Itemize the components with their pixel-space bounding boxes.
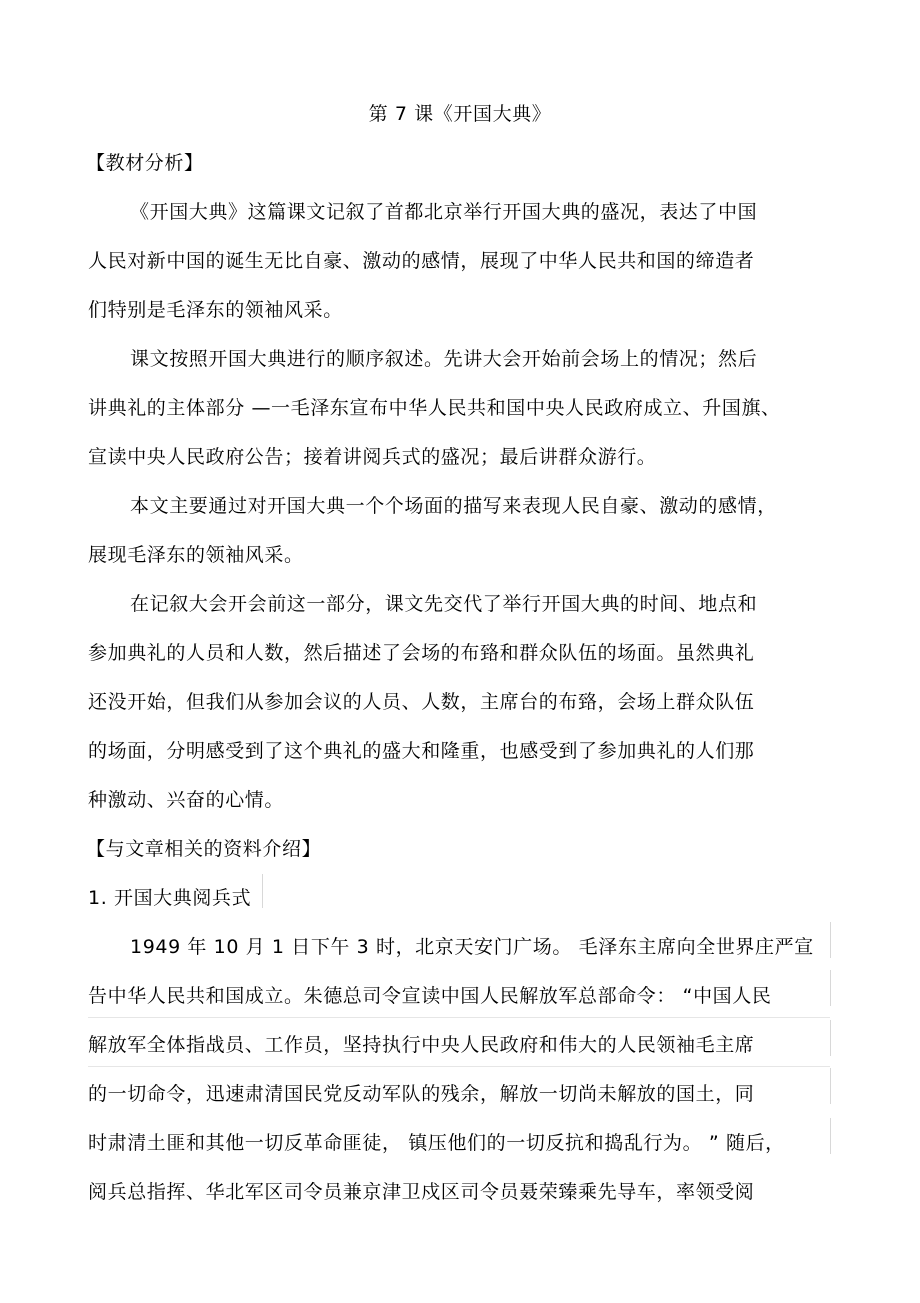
section-heading-materials: 【与文章相关的资料介绍】 (86, 838, 322, 860)
paragraph-line: 《开国大典》这篇课文记叙了首都北京举行开国大典的盛况，表达了中国 (130, 201, 758, 223)
paragraph-line: 人民对新中国的诞生无比自豪、激动的感情，展现了中华人民共和国的缔造者 (88, 250, 755, 272)
paragraph-line: 在记叙大会开会前这一部分，课文先交代了举行开国大典的时间、地点和 (130, 593, 758, 615)
paragraph-line: 宣读中央人民政府公告；接着讲阅兵式的盛况；最后讲群众游行。 (88, 446, 657, 468)
text-box-divider (88, 1066, 830, 1067)
text-box-divider (830, 1020, 831, 1056)
paragraph-line: 阅兵总指挥、华北军区司令员兼京津卫戍区司令员聂荣臻乘先导车，率领受阅 (88, 1181, 755, 1203)
paragraph-line: 讲典礼的主体部分 —一毛泽东宣布中华人民共和国中央人民政府成立、升国旗、 (88, 397, 781, 419)
text-box-divider (262, 874, 263, 908)
paragraph-line: 的一切命令，迅速肃清国民党反动军队的残余，解放一切尚未解放的国土，同 (88, 1083, 755, 1105)
paragraph-line: 课文按照开国大典进行的顺序叙述。先讲大会开始前会场上的情况；然后 (130, 348, 758, 370)
section-heading-analysis: 【教材分析】 (86, 152, 204, 174)
paragraph-line: 本文主要通过对开国大典一个个场面的描写来表现人民自豪、激动的感情， (130, 495, 777, 517)
paragraph-line: 参加典礼的人员和人数，然后描述了会场的布臵和群众队伍的场面。虽然典礼 (88, 642, 755, 664)
paragraph-line: 时肃清土匪和其他一切反革命匪徒， 镇压他们的一切反抗和捣乱行为。 ” 随后， (88, 1132, 785, 1154)
paragraph-line: 1949 年 10 月 1 日下午 3 时，北京天安门广场。 毛泽东主席向全世界庄严宣 (130, 936, 814, 958)
text-box-divider (830, 922, 831, 958)
text-box-divider (830, 970, 831, 1006)
subsection-title: 1. 开国大典阅兵式 (88, 887, 252, 909)
paragraph-line: 的场面，分明感受到了这个典礼的盛大和隆重，也感受到了参加典礼的人们那 (88, 740, 755, 762)
text-box-divider (830, 1068, 831, 1104)
paragraph-line: 告中华人民共和国成立。朱德总司令宣读中国人民解放军总部命令： “中国人民 (88, 985, 772, 1007)
paragraph-line: 解放军全体指战员、工作员，坚持执行中央人民政府和伟大的人民领袖毛主席 (88, 1034, 755, 1056)
text-box-divider (88, 1017, 830, 1018)
text-box-divider (830, 1118, 831, 1154)
page-title: 第 7 课《开国大典》 (368, 103, 552, 125)
paragraph-line: 展现毛泽东的领袖风采。 (88, 544, 304, 566)
paragraph-line: 种激动、兴奋的心情。 (88, 789, 285, 811)
paragraph-line: 们特别是毛泽东的领袖风采。 (88, 299, 343, 321)
paragraph-line: 还没开始，但我们从参加会议的人员、人数，主席台的布臵，会场上群众队伍 (88, 691, 755, 713)
